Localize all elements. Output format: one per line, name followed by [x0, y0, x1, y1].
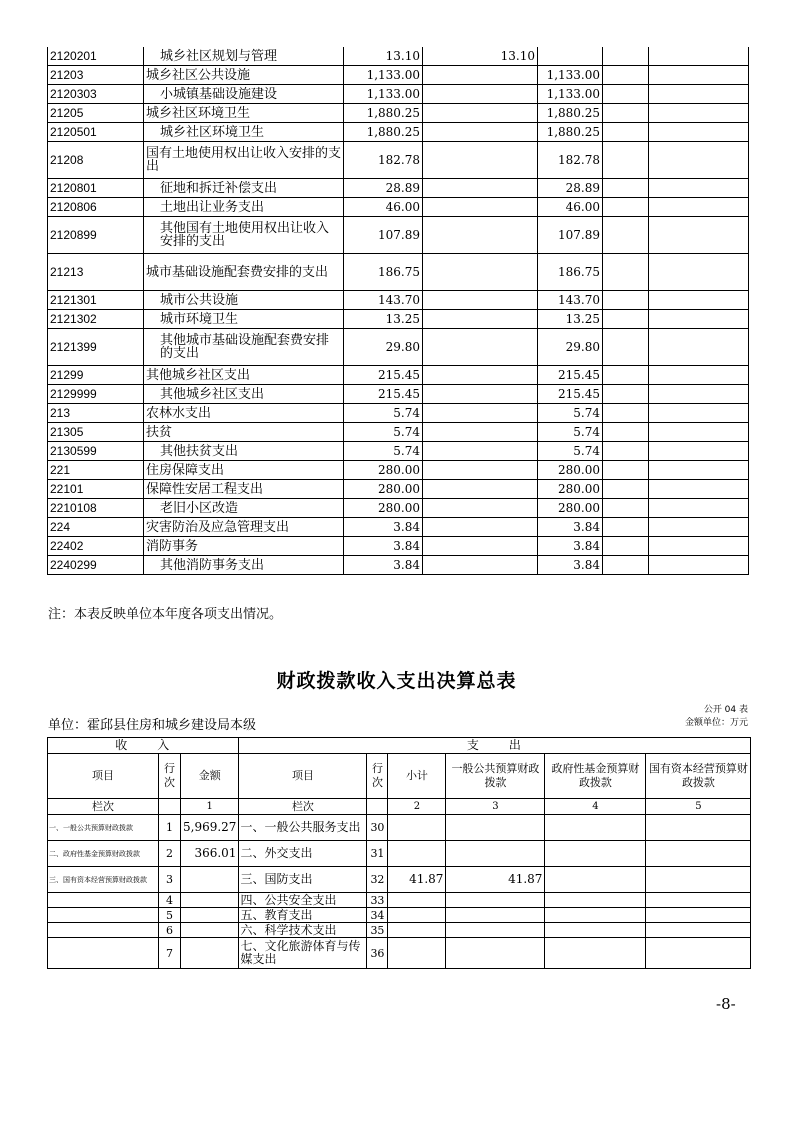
- basic-cell: [423, 366, 538, 385]
- name-cell: 城市基础设施配套费安排的支出: [144, 254, 344, 291]
- basic-cell: [423, 198, 538, 217]
- code-cell: 2120201: [48, 47, 144, 66]
- income-amount-cell: [181, 893, 239, 908]
- basic-cell: [423, 291, 538, 310]
- capital-budget-cell: [646, 815, 751, 841]
- project-cell: 28.89: [538, 179, 603, 198]
- empty-cell: [649, 423, 749, 442]
- summary-row: [48, 923, 751, 938]
- project-cell: 5.74: [538, 404, 603, 423]
- total-cell: 13.25: [344, 310, 423, 329]
- fund-budget-cell: [545, 908, 646, 923]
- empty-cell: [603, 404, 649, 423]
- empty-cell: [649, 480, 749, 499]
- project-cell: 5.74: [538, 423, 603, 442]
- project-cell: 1,133.00: [538, 85, 603, 104]
- total-cell: 29.80: [344, 329, 423, 366]
- code-cell: 2130599: [48, 442, 144, 461]
- subtotal-cell: [388, 841, 446, 867]
- project-cell: 1,880.25: [538, 104, 603, 123]
- project-cell: 46.00: [538, 198, 603, 217]
- empty-cell: [649, 366, 749, 385]
- table-row: [48, 556, 749, 575]
- income-line-cell: 5: [159, 908, 181, 923]
- name-cell: 扶贫: [144, 423, 344, 442]
- empty-cell: [603, 291, 649, 310]
- income-line-cell: 4: [159, 893, 181, 908]
- name-cell: 农林水支出: [144, 404, 344, 423]
- table-row: [48, 423, 749, 442]
- empty-cell: [603, 461, 649, 480]
- column-index-row: [48, 799, 751, 815]
- code-cell: 2120899: [48, 217, 144, 254]
- general-budget-cell: [446, 841, 545, 867]
- summary-table-body: [48, 738, 751, 969]
- name-cell: 小城镇基础设施建设: [144, 85, 344, 104]
- basic-cell: [423, 179, 538, 198]
- idx-1: 1: [181, 799, 239, 815]
- table-row: [48, 499, 749, 518]
- col-item-header: 项目: [48, 754, 159, 799]
- table-row: [48, 385, 749, 404]
- empty-cell: [649, 518, 749, 537]
- summary-row: [48, 938, 751, 969]
- empty-cell: [649, 142, 749, 179]
- summary-row: [48, 893, 751, 908]
- empty-cell: [649, 198, 749, 217]
- expense-line-cell: 32: [367, 867, 388, 893]
- col-capital-header: 国有资本经营预算财政拨款: [646, 754, 751, 799]
- table-row: [48, 47, 749, 66]
- idx-empty: [159, 799, 181, 815]
- income-amount-cell: [181, 923, 239, 938]
- idx-3: 3: [446, 799, 545, 815]
- project-cell: 3.84: [538, 537, 603, 556]
- capital-budget-cell: [646, 867, 751, 893]
- form-number-block: [685, 704, 748, 730]
- name-cell: 其他城乡社区支出: [144, 366, 344, 385]
- idx-2: 2: [388, 799, 446, 815]
- code-cell: 2121302: [48, 310, 144, 329]
- basic-cell: [423, 423, 538, 442]
- general-budget-cell: 41.87: [446, 867, 545, 893]
- basic-cell: [423, 310, 538, 329]
- total-cell: 5.74: [344, 423, 423, 442]
- code-cell: 21205: [48, 104, 144, 123]
- total-cell: 28.89: [344, 179, 423, 198]
- section-header-row: [48, 738, 751, 754]
- empty-cell: [649, 556, 749, 575]
- basic-cell: [423, 104, 538, 123]
- project-cell: 1,880.25: [538, 123, 603, 142]
- basic-cell: [423, 254, 538, 291]
- expenditure-table: [47, 47, 749, 575]
- empty-cell: [649, 291, 749, 310]
- table-row: [48, 104, 749, 123]
- summary-table: [47, 737, 751, 969]
- basic-cell: [423, 556, 538, 575]
- income-amount-cell: [181, 938, 239, 969]
- empty-cell: [603, 85, 649, 104]
- empty-cell: [603, 518, 649, 537]
- col-line2-header: 行次: [367, 754, 388, 799]
- name-cell: 城乡社区环境卫生: [144, 104, 344, 123]
- total-cell: 3.84: [344, 537, 423, 556]
- empty-cell: [649, 254, 749, 291]
- total-cell: 3.84: [344, 556, 423, 575]
- expense-item-cell: 六、科学技术支出: [239, 923, 367, 938]
- fund-budget-cell: [545, 938, 646, 969]
- name-cell: 保障性安居工程支出: [144, 480, 344, 499]
- empty-cell: [649, 66, 749, 85]
- subtotal-cell: [388, 923, 446, 938]
- income-line-cell: 7: [159, 938, 181, 969]
- project-cell: 107.89: [538, 217, 603, 254]
- name-cell: 消防事务: [144, 537, 344, 556]
- table-note: 注：本表反映单位本年度各项支出情况。: [48, 607, 283, 622]
- income-header: 收 入: [48, 738, 239, 754]
- amount-unit: 金额单位：万元: [684, 718, 748, 728]
- basic-cell: [423, 142, 538, 179]
- empty-cell: [649, 104, 749, 123]
- code-cell: 2210108: [48, 499, 144, 518]
- empty-cell: [649, 47, 749, 66]
- empty-cell: [603, 179, 649, 198]
- table-row: [48, 442, 749, 461]
- column-header-row: [48, 754, 751, 799]
- summary-table-title: 财政拨款收入支出决算总表: [276, 670, 517, 692]
- basic-cell: [423, 461, 538, 480]
- code-cell: 22402: [48, 537, 144, 556]
- total-cell: 1,133.00: [344, 85, 423, 104]
- empty-cell: [603, 423, 649, 442]
- project-cell: 186.75: [538, 254, 603, 291]
- income-line-cell: 2: [159, 841, 181, 867]
- basic-cell: [423, 85, 538, 104]
- idx-label: 栏次: [48, 799, 159, 815]
- income-amount-cell: [181, 867, 239, 893]
- name-cell: 城乡社区公共设施: [144, 66, 344, 85]
- total-cell: 1,880.25: [344, 104, 423, 123]
- expense-item-cell: 二、外交支出: [239, 841, 367, 867]
- name-cell: 老旧小区改造: [144, 499, 344, 518]
- project-cell: [538, 47, 603, 66]
- summary-row: [48, 908, 751, 923]
- code-cell: 21305: [48, 423, 144, 442]
- total-cell: 5.74: [344, 404, 423, 423]
- income-amount-cell: 5,969.27: [181, 815, 239, 841]
- income-item-cell: [48, 923, 159, 938]
- code-cell: 213: [48, 404, 144, 423]
- basic-cell: [423, 217, 538, 254]
- empty-cell: [603, 198, 649, 217]
- summary-row: [48, 815, 751, 841]
- code-cell: 21213: [48, 254, 144, 291]
- table-row: [48, 198, 749, 217]
- name-cell: 城乡社区环境卫生: [144, 123, 344, 142]
- code-cell: 2120501: [48, 123, 144, 142]
- code-cell: 22101: [48, 480, 144, 499]
- empty-cell: [603, 47, 649, 66]
- general-budget-cell: [446, 938, 545, 969]
- col-subtotal-header: 小计: [388, 754, 446, 799]
- total-cell: 280.00: [344, 499, 423, 518]
- basic-cell: 13.10: [423, 47, 538, 66]
- empty-cell: [603, 480, 649, 499]
- code-cell: 224: [48, 518, 144, 537]
- col-amount-header: 金额: [181, 754, 239, 799]
- general-budget-cell: [446, 815, 545, 841]
- total-cell: 215.45: [344, 366, 423, 385]
- project-cell: 3.84: [538, 556, 603, 575]
- table-row: [48, 366, 749, 385]
- total-cell: 143.70: [344, 291, 423, 310]
- empty-cell: [603, 254, 649, 291]
- subtotal-cell: 41.87: [388, 867, 446, 893]
- expense-line-cell: 36: [367, 938, 388, 969]
- code-cell: 2121301: [48, 291, 144, 310]
- income-item-cell: 三、国有资本经营预算财政拨款: [48, 867, 159, 893]
- basic-cell: [423, 499, 538, 518]
- total-cell: 13.10: [344, 47, 423, 66]
- empty-cell: [603, 499, 649, 518]
- idx-5: 5: [646, 799, 751, 815]
- code-cell: 21299: [48, 366, 144, 385]
- fund-budget-cell: [545, 815, 646, 841]
- empty-cell: [603, 104, 649, 123]
- name-cell: 其他扶贫支出: [144, 442, 344, 461]
- col-item2-header: 项目: [239, 754, 367, 799]
- empty-cell: [649, 404, 749, 423]
- subtotal-cell: [388, 938, 446, 969]
- table-row: [48, 404, 749, 423]
- table-row: [48, 179, 749, 198]
- project-cell: 13.25: [538, 310, 603, 329]
- empty-cell: [603, 556, 649, 575]
- income-amount-cell: [181, 908, 239, 923]
- table-row: [48, 254, 749, 291]
- empty-cell: [649, 499, 749, 518]
- name-cell: 住房保障支出: [144, 461, 344, 480]
- form-number: 公开 04 表: [703, 705, 748, 715]
- page-number: -8-: [716, 995, 736, 1013]
- total-cell: 1,133.00: [344, 66, 423, 85]
- name-cell: 其他城市基础设施配套费安排的支出: [144, 329, 344, 366]
- empty-cell: [649, 217, 749, 254]
- capital-budget-cell: [646, 938, 751, 969]
- name-cell: 城市环境卫生: [144, 310, 344, 329]
- idx-label2: 栏次: [239, 799, 367, 815]
- subtotal-cell: [388, 893, 446, 908]
- project-cell: 280.00: [538, 480, 603, 499]
- code-cell: 2240299: [48, 556, 144, 575]
- name-cell: 其他消防事务支出: [144, 556, 344, 575]
- income-line-cell: 1: [159, 815, 181, 841]
- subtotal-cell: [388, 815, 446, 841]
- general-budget-cell: [446, 893, 545, 908]
- expense-line-cell: 35: [367, 923, 388, 938]
- table-row: [48, 66, 749, 85]
- empty-cell: [603, 537, 649, 556]
- empty-cell: [603, 310, 649, 329]
- total-cell: 280.00: [344, 461, 423, 480]
- summary-row: [48, 841, 751, 867]
- empty-cell: [649, 329, 749, 366]
- empty-cell: [603, 217, 649, 254]
- basic-cell: [423, 123, 538, 142]
- name-cell: 其他国有土地使用权出让收入安排的支出: [144, 217, 344, 254]
- project-cell: 215.45: [538, 385, 603, 404]
- code-cell: 2129999: [48, 385, 144, 404]
- total-cell: 215.45: [344, 385, 423, 404]
- basic-cell: [423, 66, 538, 85]
- table-row: [48, 310, 749, 329]
- summary-row: [48, 867, 751, 893]
- table-row: [48, 461, 749, 480]
- capital-budget-cell: [646, 923, 751, 938]
- total-cell: 186.75: [344, 254, 423, 291]
- basic-cell: [423, 537, 538, 556]
- basic-cell: [423, 329, 538, 366]
- empty-cell: [603, 123, 649, 142]
- expense-item-cell: 四、公共安全支出: [239, 893, 367, 908]
- empty-cell: [649, 179, 749, 198]
- col-line-header: 行次: [159, 754, 181, 799]
- empty-cell: [603, 66, 649, 85]
- expenditure-table-body: [48, 47, 749, 575]
- income-item-cell: [48, 893, 159, 908]
- fund-budget-cell: [545, 893, 646, 908]
- capital-budget-cell: [646, 908, 751, 923]
- table-row: [48, 142, 749, 179]
- name-cell: 城市公共设施: [144, 291, 344, 310]
- expense-line-cell: 31: [367, 841, 388, 867]
- income-amount-cell: 366.01: [181, 841, 239, 867]
- total-cell: 46.00: [344, 198, 423, 217]
- basic-cell: [423, 404, 538, 423]
- income-item-cell: [48, 938, 159, 969]
- total-cell: 182.78: [344, 142, 423, 179]
- table-row: [48, 123, 749, 142]
- table-row: [48, 85, 749, 104]
- code-cell: 2120806: [48, 198, 144, 217]
- code-cell: 2120303: [48, 85, 144, 104]
- name-cell: 灾害防治及应急管理支出: [144, 518, 344, 537]
- income-line-cell: 3: [159, 867, 181, 893]
- col-fund-header: 政府性基金预算财政拨款: [545, 754, 646, 799]
- table-row: [48, 291, 749, 310]
- project-cell: 280.00: [538, 499, 603, 518]
- expense-line-cell: 33: [367, 893, 388, 908]
- basic-cell: [423, 442, 538, 461]
- project-cell: 182.78: [538, 142, 603, 179]
- expense-item-cell: 一、一般公共服务支出: [239, 815, 367, 841]
- basic-cell: [423, 518, 538, 537]
- expense-item-cell: 三、国防支出: [239, 867, 367, 893]
- income-item-cell: [48, 908, 159, 923]
- table-row: [48, 217, 749, 254]
- name-cell: 征地和拆迁补偿支出: [144, 179, 344, 198]
- total-cell: 5.74: [344, 442, 423, 461]
- project-cell: 29.80: [538, 329, 603, 366]
- basic-cell: [423, 480, 538, 499]
- code-cell: 221: [48, 461, 144, 480]
- name-cell: 其他城乡社区支出: [144, 385, 344, 404]
- fund-budget-cell: [545, 841, 646, 867]
- subtotal-cell: [388, 908, 446, 923]
- income-item-cell: 二、政府性基金预算财政拨款: [48, 841, 159, 867]
- name-cell: 国有土地使用权出让收入安排的支出: [144, 142, 344, 179]
- project-cell: 143.70: [538, 291, 603, 310]
- empty-cell: [649, 537, 749, 556]
- total-cell: 280.00: [344, 480, 423, 499]
- expense-line-cell: 30: [367, 815, 388, 841]
- name-cell: 城乡社区规划与管理: [144, 47, 344, 66]
- table-row: [48, 518, 749, 537]
- table-row: [48, 329, 749, 366]
- expense-item-cell: 五、教育支出: [239, 908, 367, 923]
- empty-cell: [649, 461, 749, 480]
- basic-cell: [423, 385, 538, 404]
- code-cell: 2120801: [48, 179, 144, 198]
- code-cell: 21203: [48, 66, 144, 85]
- project-cell: 5.74: [538, 442, 603, 461]
- income-item-cell: 一、一般公共预算财政拨款: [48, 815, 159, 841]
- project-cell: 280.00: [538, 461, 603, 480]
- general-budget-cell: [446, 923, 545, 938]
- empty-cell: [649, 442, 749, 461]
- table-row: [48, 480, 749, 499]
- project-cell: 3.84: [538, 518, 603, 537]
- empty-cell: [603, 385, 649, 404]
- general-budget-cell: [446, 908, 545, 923]
- expense-line-cell: 34: [367, 908, 388, 923]
- empty-cell: [649, 310, 749, 329]
- name-cell: 土地出让业务支出: [144, 198, 344, 217]
- empty-cell: [603, 329, 649, 366]
- idx-empty2: [367, 799, 388, 815]
- fund-budget-cell: [545, 867, 646, 893]
- empty-cell: [603, 442, 649, 461]
- total-cell: 3.84: [344, 518, 423, 537]
- capital-budget-cell: [646, 841, 751, 867]
- total-cell: 1,880.25: [344, 123, 423, 142]
- empty-cell: [649, 385, 749, 404]
- code-cell: 2121399: [48, 329, 144, 366]
- empty-cell: [603, 142, 649, 179]
- project-cell: 1,133.00: [538, 66, 603, 85]
- code-cell: 21208: [48, 142, 144, 179]
- empty-cell: [649, 85, 749, 104]
- table-row: [48, 537, 749, 556]
- capital-budget-cell: [646, 893, 751, 908]
- total-cell: 107.89: [344, 217, 423, 254]
- expense-header: 支 出: [239, 738, 751, 754]
- idx-4: 4: [545, 799, 646, 815]
- expense-item-cell: 七、文化旅游体育与传媒支出: [239, 938, 367, 969]
- reporting-unit: 单位：霍邱县住房和城乡建设局本级: [48, 718, 257, 733]
- empty-cell: [649, 123, 749, 142]
- project-cell: 215.45: [538, 366, 603, 385]
- empty-cell: [603, 366, 649, 385]
- fund-budget-cell: [545, 923, 646, 938]
- income-line-cell: 6: [159, 923, 181, 938]
- col-general-header: 一般公共预算财政拨款: [446, 754, 545, 799]
